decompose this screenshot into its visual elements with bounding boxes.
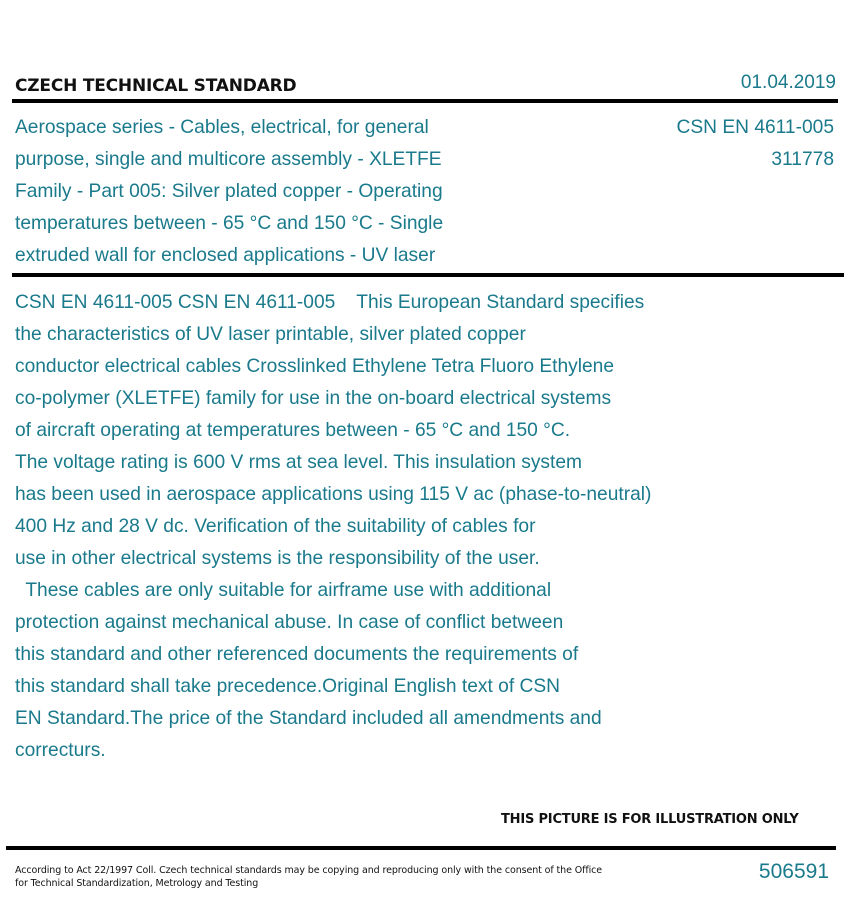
description-line: CSN EN 4611-005 CSN EN 4611-005 This European Standard specifies [15, 292, 645, 313]
description-line: The voltage rating is 600 V rms at sea level. This insulation system [15, 452, 583, 473]
legal-line: for Technical Standardization, Metrology and Testing [15, 878, 259, 889]
title-line: extruded wall for enclosed applications - UV laser [15, 245, 436, 266]
standard-code: CSN EN 4611-005 [676, 117, 834, 138]
title-line: Aerospace series - Cables, electrical, for general [15, 117, 429, 138]
description-line: co-polymer (XLETFE) family for use in the on-board electrical systems [15, 388, 612, 409]
publication-date: 01.04.2019 [740, 72, 836, 93]
title-line: purpose, single and multicore assembly - XLETFE [15, 149, 442, 170]
description-line: conductor electrical cables Crosslinked Ethylene Tetra Fluoro Ethylene [15, 356, 615, 377]
description-line: this standard and other referenced documents the requirements of [15, 644, 579, 665]
title-divider [12, 273, 844, 277]
legal-notice [15, 864, 615, 890]
description-line: this standard shall take precedence.Original English text of CSN [15, 676, 560, 697]
description-line: protection against mechanical abuse. In case of conflict between [15, 612, 564, 633]
catalog-number: 311778 [771, 149, 834, 170]
title-line: temperatures between - 65 °C and 150 °C - Single [15, 213, 444, 234]
description-line: 400 Hz and 28 V dc. Verification of the suitability of cables for [15, 516, 536, 537]
description-line: use in other electrical systems is the responsibility of the user. [15, 548, 540, 569]
header-divider [12, 99, 838, 103]
description-line: EN Standard.The price of the Standard included all amendments and [15, 708, 602, 729]
description-line: These cables are only suitable for airframe use with additional [15, 580, 552, 601]
footer-divider [6, 846, 836, 850]
document-header-title: CZECH TECHNICAL STANDARD [15, 76, 297, 96]
document-number: 506591 [758, 860, 829, 883]
title-line: Family - Part 005: Silver plated copper - Operating [15, 181, 443, 202]
description-line: the characteristics of UV laser printable, silver plated copper [15, 324, 526, 345]
illustration-disclaimer: THIS PICTURE IS FOR ILLUSTRATION ONLY [501, 812, 799, 827]
description-line: correcturs. [15, 740, 106, 761]
description-line: has been used in aerospace applications using 115 V ac (phase-to-neutral) [15, 484, 652, 505]
standard-title [15, 112, 515, 272]
standard-description [15, 287, 815, 767]
standard-identifiers [677, 112, 835, 176]
description-line: of aircraft operating at temperatures between - 65 °C and 150 °C. [15, 420, 571, 441]
legal-line: According to Act 22/1997 Coll. Czech technical standards may be copying and reproducing only with the consent of the Office [15, 865, 603, 876]
